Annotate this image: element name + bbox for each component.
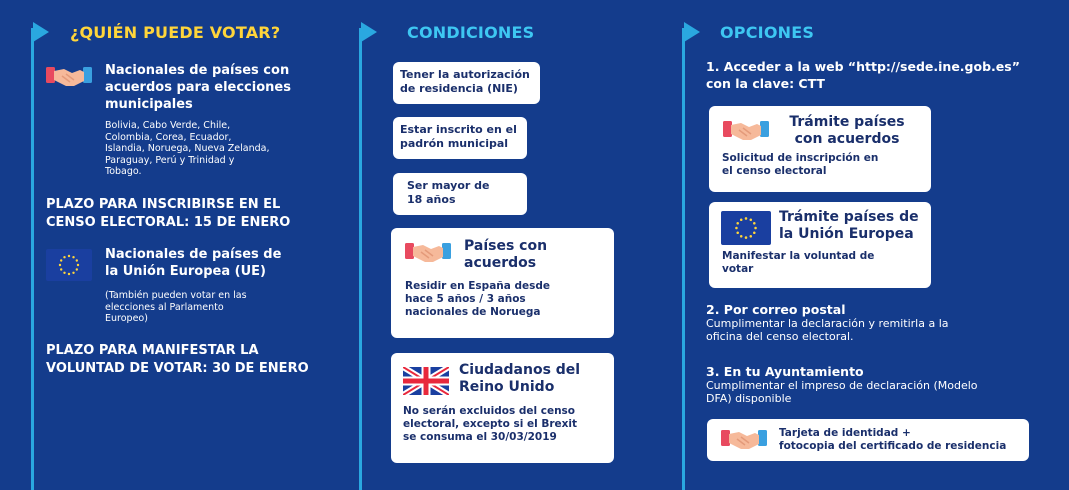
procedure-agreements-title [787, 114, 907, 148]
group1-title-line: municipales [105, 97, 193, 112]
uk-title-line: Reino Unido [459, 379, 555, 395]
group1-countries [105, 120, 270, 178]
option1-line: 1. Acceder a la web “http://sede.ine.gob.es” [706, 59, 1020, 74]
procedure-body-line: Manifestar la voluntad de [722, 250, 875, 262]
column-divider-1 [31, 28, 34, 490]
deadline-line: PLAZO PARA MANIFESTAR LA [46, 343, 259, 358]
flag-marker-1 [33, 22, 49, 42]
procedure-eu-title [779, 209, 919, 243]
countries-line: Tobago. [105, 166, 142, 177]
option2 [706, 302, 949, 343]
option3-line: DFA) disponible [706, 392, 792, 405]
note-line: (También pueden votar en las [105, 290, 247, 301]
deadline-line: PLAZO PARA INSCRIBIRSE EN EL [46, 197, 281, 212]
condition-card-age [393, 173, 527, 215]
condition-line: padrón municipal [400, 137, 509, 150]
documents-card [707, 419, 1029, 461]
procedure-title-line: con acuerdos [794, 131, 900, 147]
group2-title [105, 246, 281, 280]
procedure-title-line: Trámite países [789, 114, 905, 130]
agreements-card [391, 228, 614, 338]
deadline-line: VOLUNTAD DE VOTAR: 30 DE ENERO [46, 361, 309, 376]
condition-text [400, 68, 530, 96]
agreements-body-line: nacionales de Noruega [405, 306, 541, 318]
uk-body-line: electoral, excepto si el Brexit [403, 418, 578, 430]
uk-body-line: se consuma el 30/03/2019 [403, 431, 557, 443]
who-can-vote-heading: ¿QUIÉN PUEDE VOTAR? [70, 23, 281, 42]
uk-body-line: No serán excluidos del censo [403, 405, 576, 417]
option1-text [706, 58, 1020, 92]
option1-line: con la clave: CTT [706, 76, 825, 91]
note-line: Europeo) [105, 313, 148, 324]
uk-title [459, 362, 580, 396]
countries-line: Bolivia, Cabo Verde, Chile, [105, 120, 231, 131]
flag-marker-2 [361, 22, 377, 42]
conditions-heading: CONDICIONES [407, 23, 535, 42]
agreements-body-line: Residir en España desde [405, 280, 551, 292]
option2-line: oficina del censo electoral. [706, 330, 854, 343]
group2-title-line: la Unión Europea (UE) [105, 264, 266, 279]
countries-line: Paraguay, Perú y Trinidad y [105, 154, 235, 166]
handshake-icon [721, 427, 767, 453]
group2-title-line: Nacionales de países de [105, 247, 282, 262]
documents-line: Tarjeta de identidad + [779, 427, 911, 439]
group1-title-line: Nacionales de países con [105, 63, 290, 78]
procedure-agreements-body [722, 152, 878, 178]
condition-line: Tener la autorización [400, 68, 530, 81]
deadline-manifest [46, 342, 309, 378]
condition-line: Estar inscrito en el [400, 123, 517, 136]
agreements-body [405, 280, 550, 319]
uk-title-line: Ciudadanos del [459, 362, 581, 378]
documents-line: fotocopia del certificado de residencia [779, 440, 1007, 452]
procedure-title-line: Trámite países de [779, 209, 919, 225]
procedure-body-line: el censo electoral [722, 165, 827, 177]
flag-marker-3 [684, 22, 700, 42]
condition-card-padron [393, 117, 527, 159]
condition-line: 18 años [407, 193, 456, 206]
procedure-title-line: la Unión Europea [779, 226, 914, 242]
note-line: elecciones al Parlamento [105, 301, 224, 313]
handshake-icon [723, 118, 769, 144]
option3-line: Cumplimentar el impreso de declaración (Modelo [706, 379, 978, 392]
condition-text [400, 123, 517, 151]
procedure-eu-body [722, 250, 874, 276]
procedure-body-line: votar [722, 263, 754, 275]
group1-title-line: acuerdos para elecciones [105, 80, 291, 95]
deadline-registration [46, 196, 290, 232]
procedure-body-line: Solicitud de inscripción en [722, 152, 879, 164]
eu-flag-icon [46, 249, 92, 281]
agreements-title [464, 238, 547, 272]
countries-line: Colombia, Corea, Ecuador, [105, 131, 232, 143]
handshake-icon [46, 64, 92, 90]
column-divider-3 [682, 28, 685, 490]
documents-text [779, 427, 1006, 453]
uk-flag-icon [403, 367, 449, 395]
procedure-agreements-card [709, 106, 931, 192]
uk-card [391, 353, 614, 463]
group1-title [105, 62, 291, 113]
handshake-icon [405, 240, 451, 266]
condition-line: Ser mayor de [407, 179, 490, 192]
condition-card-nie [393, 62, 540, 104]
option3 [706, 364, 978, 405]
procedure-eu-card [709, 202, 931, 288]
agreements-title-line: Países con [464, 238, 548, 254]
countries-line: Islandia, Noruega, Nueva Zelanda, [105, 143, 270, 154]
column-divider-2 [359, 28, 362, 490]
condition-text [407, 179, 490, 207]
agreements-title-line: acuerdos [464, 255, 537, 271]
option2-line: Cumplimentar la declaración y remitirla a la [706, 317, 949, 330]
condition-line: de residencia (NIE) [400, 82, 518, 95]
eu-flag-icon [721, 211, 771, 245]
deadline-date: 15 DE ENERO [193, 215, 291, 230]
option3-title: 3. En tu Ayuntamiento [706, 364, 864, 379]
option2-title: 2. Por correo postal [706, 302, 846, 317]
group2-note [105, 290, 247, 325]
deadline-line: CENSO ELECTORAL: [46, 215, 194, 230]
agreements-body-line: hace 5 años / 3 años [405, 293, 526, 305]
uk-body [403, 405, 577, 444]
options-heading: OPCIONES [720, 23, 815, 42]
